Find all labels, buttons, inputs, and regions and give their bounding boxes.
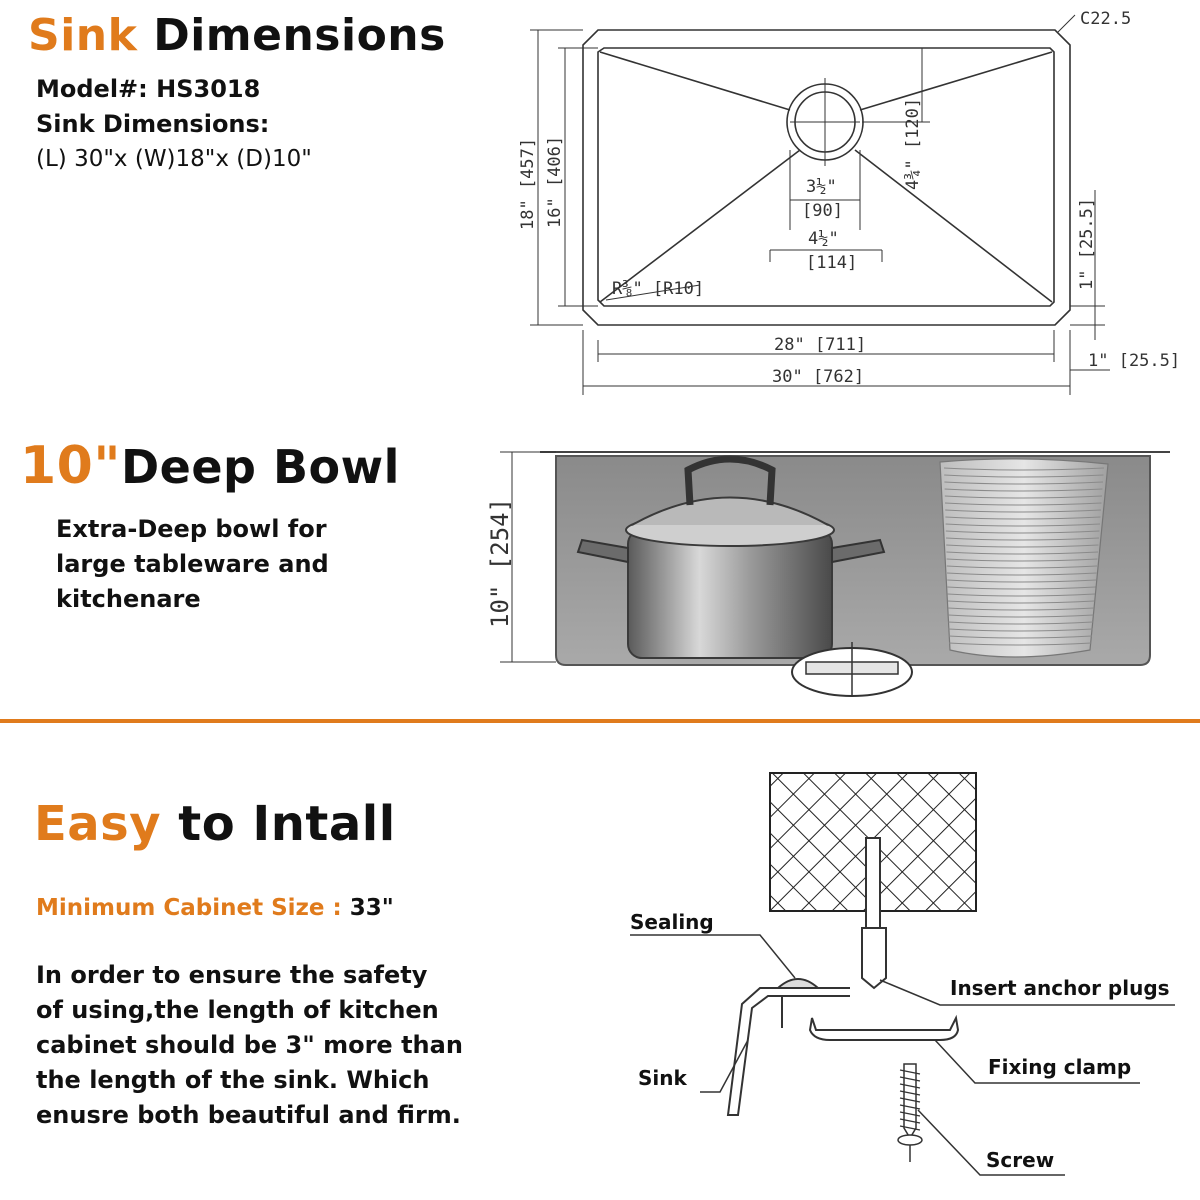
title-accent: Sink xyxy=(28,10,138,61)
dimensions-values: (L) 30"x (W)18"x (D)10" xyxy=(36,146,312,172)
dimensions-heading: Sink Dimensions: xyxy=(36,110,270,138)
label-sink: Sink xyxy=(638,1066,687,1090)
label-fixing-clamp: Fixing clamp xyxy=(988,1055,1132,1079)
description-line: Extra-Deep bowl for xyxy=(56,515,327,543)
fixing-clamp xyxy=(810,1018,958,1040)
label-screw: Screw xyxy=(986,1148,1055,1172)
drain-flange-label: 4½" xyxy=(808,229,839,249)
corner-radius-label: R⅜" [R10] xyxy=(612,279,705,299)
sealing-bead xyxy=(778,979,818,988)
inner-width-label: 28" [711] xyxy=(774,335,867,355)
depth-label: 10" [254] xyxy=(486,497,514,628)
anchor-plug xyxy=(862,928,886,988)
description-line: large tableware and xyxy=(56,550,329,578)
title-accent: 10" xyxy=(20,436,121,496)
description-line: kitchenare xyxy=(56,585,201,613)
description-line: enusre both beautiful and firm. xyxy=(36,1101,461,1129)
outer-width-label: 30" [762] xyxy=(772,367,865,387)
min-cabinet-label: Minimum Cabinet Size : xyxy=(36,895,342,921)
min-cabinet-value: 33" xyxy=(349,895,394,921)
label-sealing: Sealing xyxy=(630,910,714,934)
description-line: the length of the sink. Which xyxy=(36,1066,430,1094)
title-rest: to Intall xyxy=(178,796,396,852)
right-lip-label: 1" [25.5] xyxy=(1077,197,1097,290)
description-line: In order to ensure the safety xyxy=(36,961,428,989)
label-anchor-plugs: Insert anchor plugs xyxy=(950,976,1170,1000)
title-rest: Deep Bowl xyxy=(120,440,400,494)
inner-height-label: 16" [406] xyxy=(545,135,565,228)
drain-diameter-label: 3½" xyxy=(806,177,837,197)
bottom-lip-label: 1" [25.5] xyxy=(1088,351,1181,371)
description-line: of using,the length of kitchen xyxy=(36,996,439,1024)
corner-chamfer-label: C22.5 xyxy=(1080,9,1132,29)
drain-flange-mm: [114] xyxy=(806,253,858,273)
sink-profile xyxy=(728,988,850,1115)
model-number: Model#: HS3018 xyxy=(36,75,261,103)
outer-height-label: 18" [457] xyxy=(518,137,538,230)
title-rest: Dimensions xyxy=(153,10,446,61)
drain-diameter-mm: [90] xyxy=(802,201,843,221)
drain-offset-label: 4¾" [120] xyxy=(903,97,923,190)
description-line: cabinet should be 3" more than xyxy=(36,1031,463,1059)
title-accent: Easy xyxy=(34,796,162,852)
